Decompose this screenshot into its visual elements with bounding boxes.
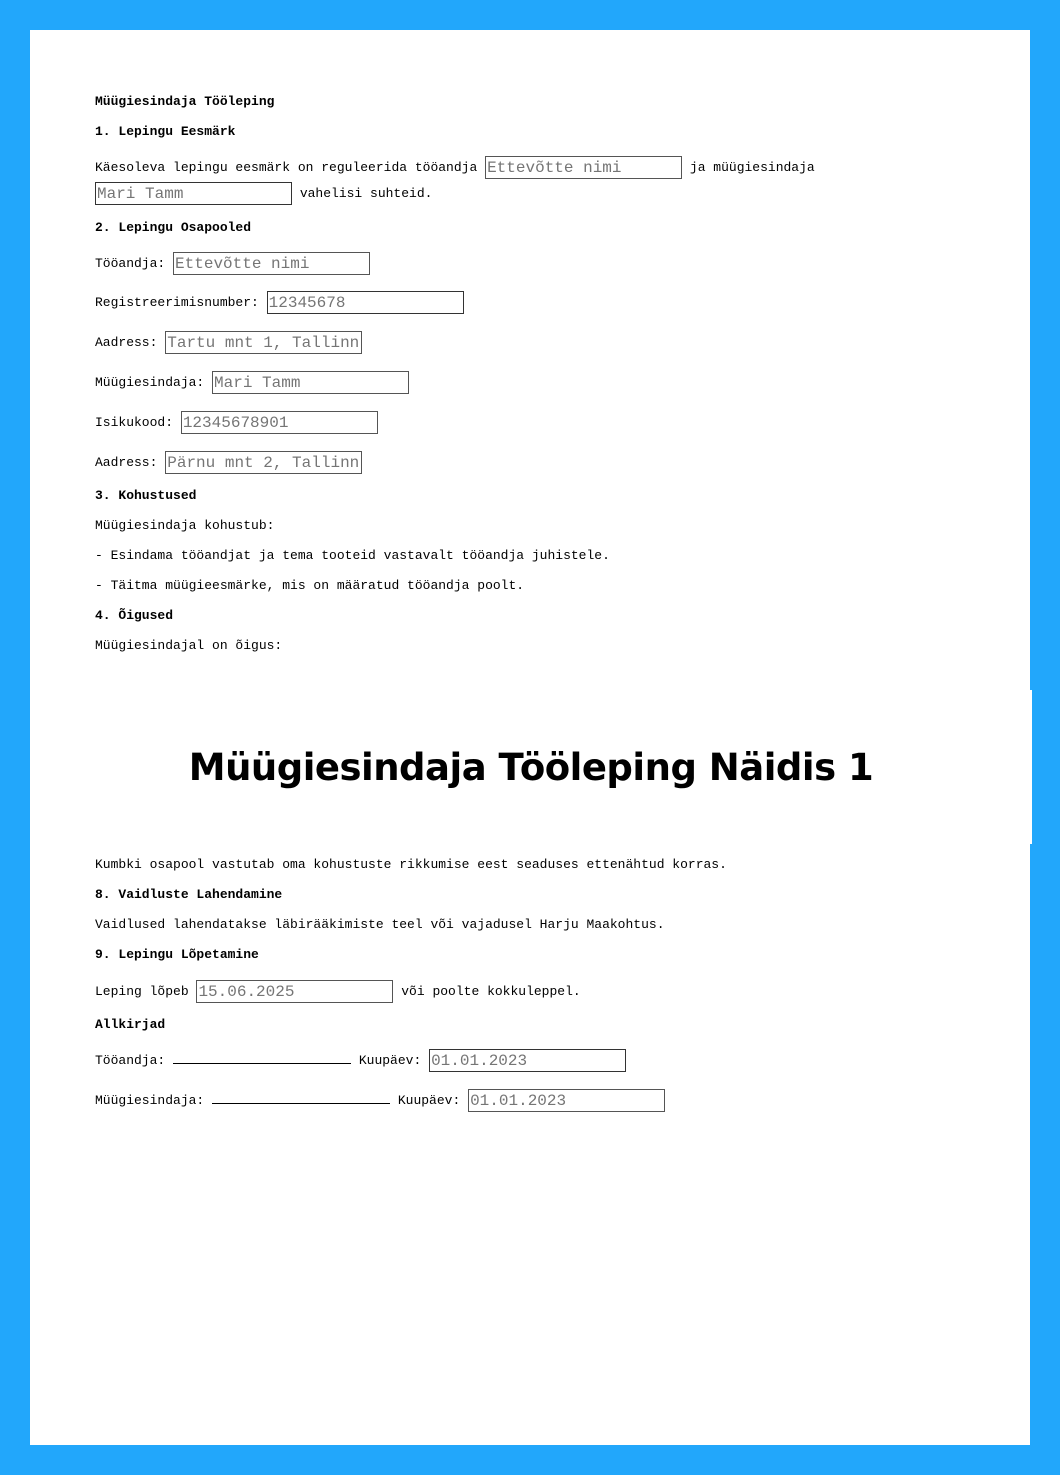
employer-signature-label: Tööandja:: [95, 1052, 166, 1068]
section-4-intro: Müügiesindajal on õigus:: [95, 638, 283, 653]
section-8-text: Vaidlused lahendatakse läbirääkimiste teel või vajadusel Harju Maakohtus.: [95, 917, 665, 932]
title-banner: [30, 690, 1032, 844]
purpose-representative-field[interactable]: [95, 182, 292, 205]
section-1-text-before: Käesoleva lepingu eesmärk on reguleerida tööandja: [95, 159, 478, 175]
section-4-heading: 4. Õigused: [95, 608, 174, 623]
document-page: [30, 30, 1030, 1445]
section-7-text: Kumbki osapool vastutab oma kohustuste rikkumise eest seaduses ettenähtud korras.: [95, 857, 727, 872]
section-1-paragraph-line-2: [95, 182, 432, 205]
list-item: - Esindama tööandjat ja tema tooteid vastavalt tööandja juhistele.: [95, 548, 610, 563]
section-1-heading: 1. Lepingu Eesmärk: [95, 124, 236, 139]
employer-date-label: Kuupäev:: [358, 1052, 422, 1068]
idcode-label: Isikukood:: [95, 414, 174, 430]
section-3-heading: 3. Kohustused: [95, 488, 197, 503]
employer-label: Tööandja:: [95, 255, 166, 271]
end-date-field[interactable]: [196, 980, 393, 1003]
regnum-label: Registreerimisnumber:: [95, 294, 259, 310]
employer-address-field[interactable]: [165, 331, 362, 354]
regnum-field[interactable]: [267, 291, 464, 314]
section-1-paragraph-line-1: [95, 156, 815, 179]
section-9-heading: 9. Lepingu Lõpetamine: [95, 947, 259, 962]
employer-address-row: [95, 331, 362, 354]
representative-label: Müügiesindaja:: [95, 374, 205, 390]
representative-address-label: Aadress:: [95, 454, 158, 470]
section-9-text-after: või poolte kokkuleppel.: [401, 983, 581, 999]
section-1-text-after: vahelisi suhteid.: [299, 185, 433, 201]
list-item: - Täitma müügieesmärke, mis on määratud tööandja poolt.: [95, 578, 525, 593]
employer-signature-row: [95, 1049, 626, 1072]
employer-row: [95, 252, 370, 275]
signatures-heading: Allkirjad: [95, 1017, 166, 1032]
section-9-text-before: Leping lõpeb: [95, 983, 189, 999]
representative-date-field[interactable]: [468, 1089, 665, 1112]
representative-signature-row: [95, 1089, 665, 1112]
section-2-heading: 2. Lepingu Osapooled: [95, 220, 252, 235]
banner-title: Müügiesindaja Tööleping Näidis 1: [188, 745, 874, 789]
representative-name-field[interactable]: [212, 371, 409, 394]
idcode-field[interactable]: [181, 411, 378, 434]
regnum-row: [95, 291, 464, 314]
representative-signature-line[interactable]: [212, 1091, 390, 1104]
section-9-row: [95, 980, 581, 1003]
purpose-employer-field[interactable]: [485, 156, 682, 179]
employer-name-field[interactable]: [173, 252, 370, 275]
representative-date-label: Kuupäev:: [397, 1092, 461, 1108]
employer-signature-line[interactable]: [173, 1051, 351, 1064]
section-1-text-middle: ja müügiesindaja: [689, 159, 815, 175]
employer-address-label: Aadress:: [95, 334, 158, 350]
representative-address-field[interactable]: [165, 451, 362, 474]
section-3-intro: Müügiesindaja kohustub:: [95, 518, 275, 533]
representative-address-row: [95, 451, 362, 474]
representative-row: [95, 371, 409, 394]
section-8-heading: 8. Vaidluste Lahendamine: [95, 887, 283, 902]
idcode-row: [95, 411, 378, 434]
employer-date-field[interactable]: [429, 1049, 626, 1072]
representative-signature-label: Müügiesindaja:: [95, 1092, 205, 1108]
document-title: Müügiesindaja Tööleping: [95, 94, 275, 109]
